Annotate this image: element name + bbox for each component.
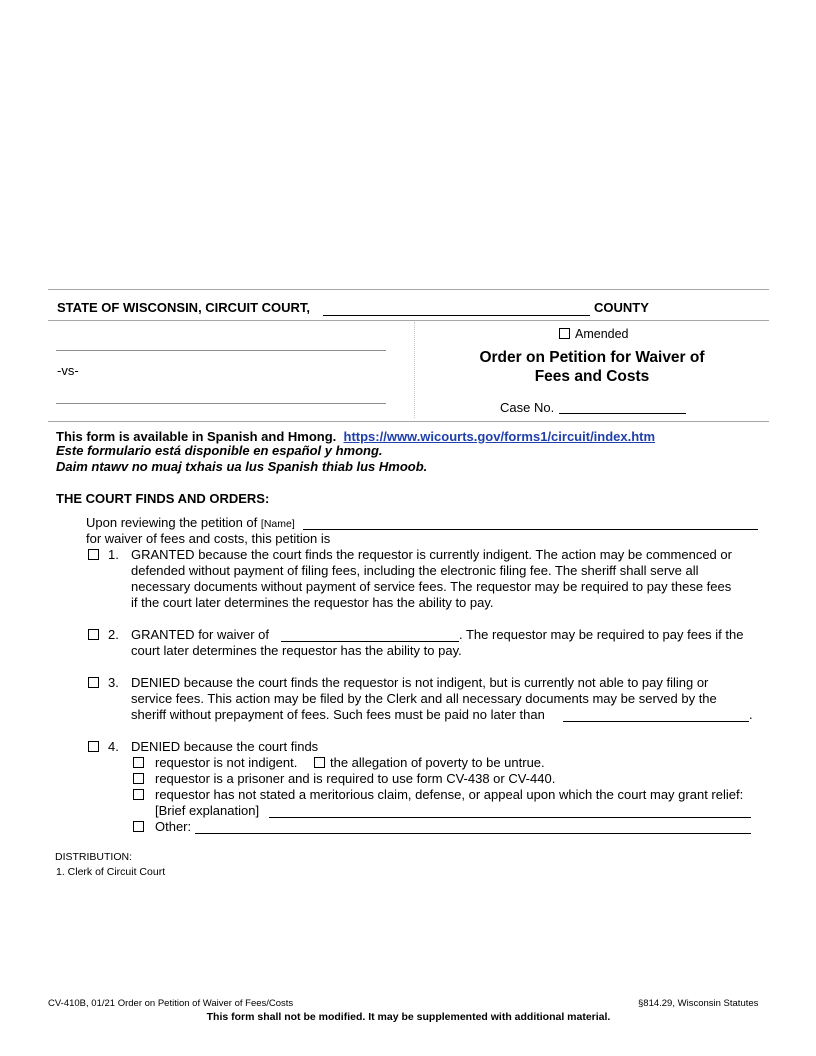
distribution-label: DISTRIBUTION: [55, 851, 133, 863]
vs-label: -vs- [57, 363, 79, 378]
item3-keyword: DENIED [131, 675, 181, 690]
caption-rule-2 [48, 320, 769, 321]
item3-number: 3. [108, 675, 119, 690]
poverty-untrue-checkbox[interactable] [314, 757, 325, 768]
item1-line2: defended without payment of filing fees, including the electronic filing fee. The sheriff shall serve all [131, 563, 699, 578]
item1-checkbox[interactable] [88, 549, 99, 560]
brief-explanation-field[interactable] [269, 817, 751, 818]
form-title-line2: Fees and Costs [534, 368, 650, 385]
footer-statute: §814.29, Wisconsin Statutes [638, 998, 759, 1009]
state-court-label: STATE OF WISCONSIN, CIRCUIT COURT, [57, 300, 311, 315]
item1-number: 1. [108, 547, 119, 562]
item1-keyword: GRANTED [131, 547, 195, 562]
item2-checkbox[interactable] [88, 629, 99, 640]
language-line1: This form is available in Spanish and Hmong. [56, 429, 337, 444]
hmong-line: Daim ntawv no muaj txhais ua lus Spanish thiab lus Hmoob. [56, 459, 428, 474]
item2-text1a: for waiver of [198, 627, 269, 642]
no-claim-label: requestor has not stated a meritorious claim, defense, or appeal upon which the court may grant relief: [155, 787, 744, 802]
amended-checkbox[interactable] [559, 328, 570, 339]
form-title [452, 348, 732, 386]
item1-line4: if the court later determines the requestor has the ability to pay. [131, 595, 494, 610]
forms-url-link[interactable]: https://www.wicourts.gov/forms1/circuit/index.htm [343, 429, 656, 444]
footer-notice: This form shall not be modified. It may be supplemented with additional material. [206, 1011, 611, 1023]
item3-line2: service fees. This action may be filed by the Clerk and all necessary documents may be served by the [131, 691, 717, 706]
not-indigent-label: requestor is not indigent. [155, 755, 298, 770]
poverty-untrue-label: the allegation of poverty to be untrue. [330, 755, 545, 770]
item2-waiver-field[interactable] [281, 641, 459, 642]
other-checkbox[interactable] [133, 821, 144, 832]
prisoner-checkbox[interactable] [133, 773, 144, 784]
case-no-label: Case No. [500, 400, 555, 415]
other-field[interactable] [195, 833, 751, 834]
item2-text1b: . The requestor may be required to pay fees if the [459, 627, 744, 642]
distribution-item1: 1. Clerk of Circuit Court [56, 866, 166, 878]
item2-number: 2. [108, 627, 119, 642]
intro-text-a: Upon reviewing the petition of [86, 515, 258, 530]
intro-line1 [86, 515, 295, 532]
plaintiff-line[interactable] [56, 350, 386, 351]
brief-explanation-label: [Brief explanation] [155, 803, 260, 818]
caption-top-rule [48, 289, 769, 290]
item2-line1a [131, 627, 269, 643]
item3-text1: because the court finds the requestor is not indigent, but is currently not able to pay filing or [183, 675, 709, 690]
footer-form-id: CV-410B, 01/21 Order on Petition of Waiver of Fees/Costs [48, 998, 294, 1009]
county-name-field[interactable] [323, 315, 590, 316]
item3-checkbox[interactable] [88, 677, 99, 688]
intro-line2: for waiver of fees and costs, this petition is [86, 531, 331, 546]
form-title-line1: Order on Petition for Waiver of [479, 349, 705, 366]
item2-line2: court later determines the requestor has the ability to pay. [131, 643, 462, 658]
item1-text1: because the court finds the requestor is currently indigent. The action may be commenced or [198, 547, 732, 562]
no-claim-checkbox[interactable] [133, 789, 144, 800]
item3-period: . [749, 707, 753, 722]
item3-line3: sheriff without prepayment of fees. Such fees must be paid no later than [131, 707, 545, 722]
item1-line1 [131, 547, 732, 563]
amended-label: Amended [575, 327, 629, 341]
item2-keyword: GRANTED [131, 627, 195, 642]
name-hint: [Name] [260, 518, 295, 530]
case-no-field[interactable] [559, 413, 686, 414]
not-indigent-checkbox[interactable] [133, 757, 144, 768]
item4-keyword: DENIED [131, 739, 181, 754]
item4-line1 [131, 739, 318, 755]
item4-checkbox[interactable] [88, 741, 99, 752]
defendant-line[interactable] [56, 403, 386, 404]
county-label: COUNTY [594, 300, 649, 315]
item4-text1: because the court finds [183, 739, 319, 754]
findings-heading: THE COURT FINDS AND ORDERS: [56, 491, 270, 506]
caption-divider [414, 322, 415, 418]
item3-deadline-field[interactable] [563, 721, 749, 722]
item4-number: 4. [108, 739, 119, 754]
spanish-line: Este formulario está disponible en español y hmong. [56, 443, 383, 458]
petitioner-name-field[interactable] [303, 529, 758, 530]
caption-bottom-rule [48, 421, 769, 422]
prisoner-label: requestor is a prisoner and is required to use form CV-438 or CV-440. [155, 771, 556, 786]
other-label: Other: [155, 819, 192, 834]
item3-line1 [131, 675, 708, 691]
item1-line3: necessary documents without payment of service fees. The requestor may be required to pay these fees [131, 579, 732, 594]
